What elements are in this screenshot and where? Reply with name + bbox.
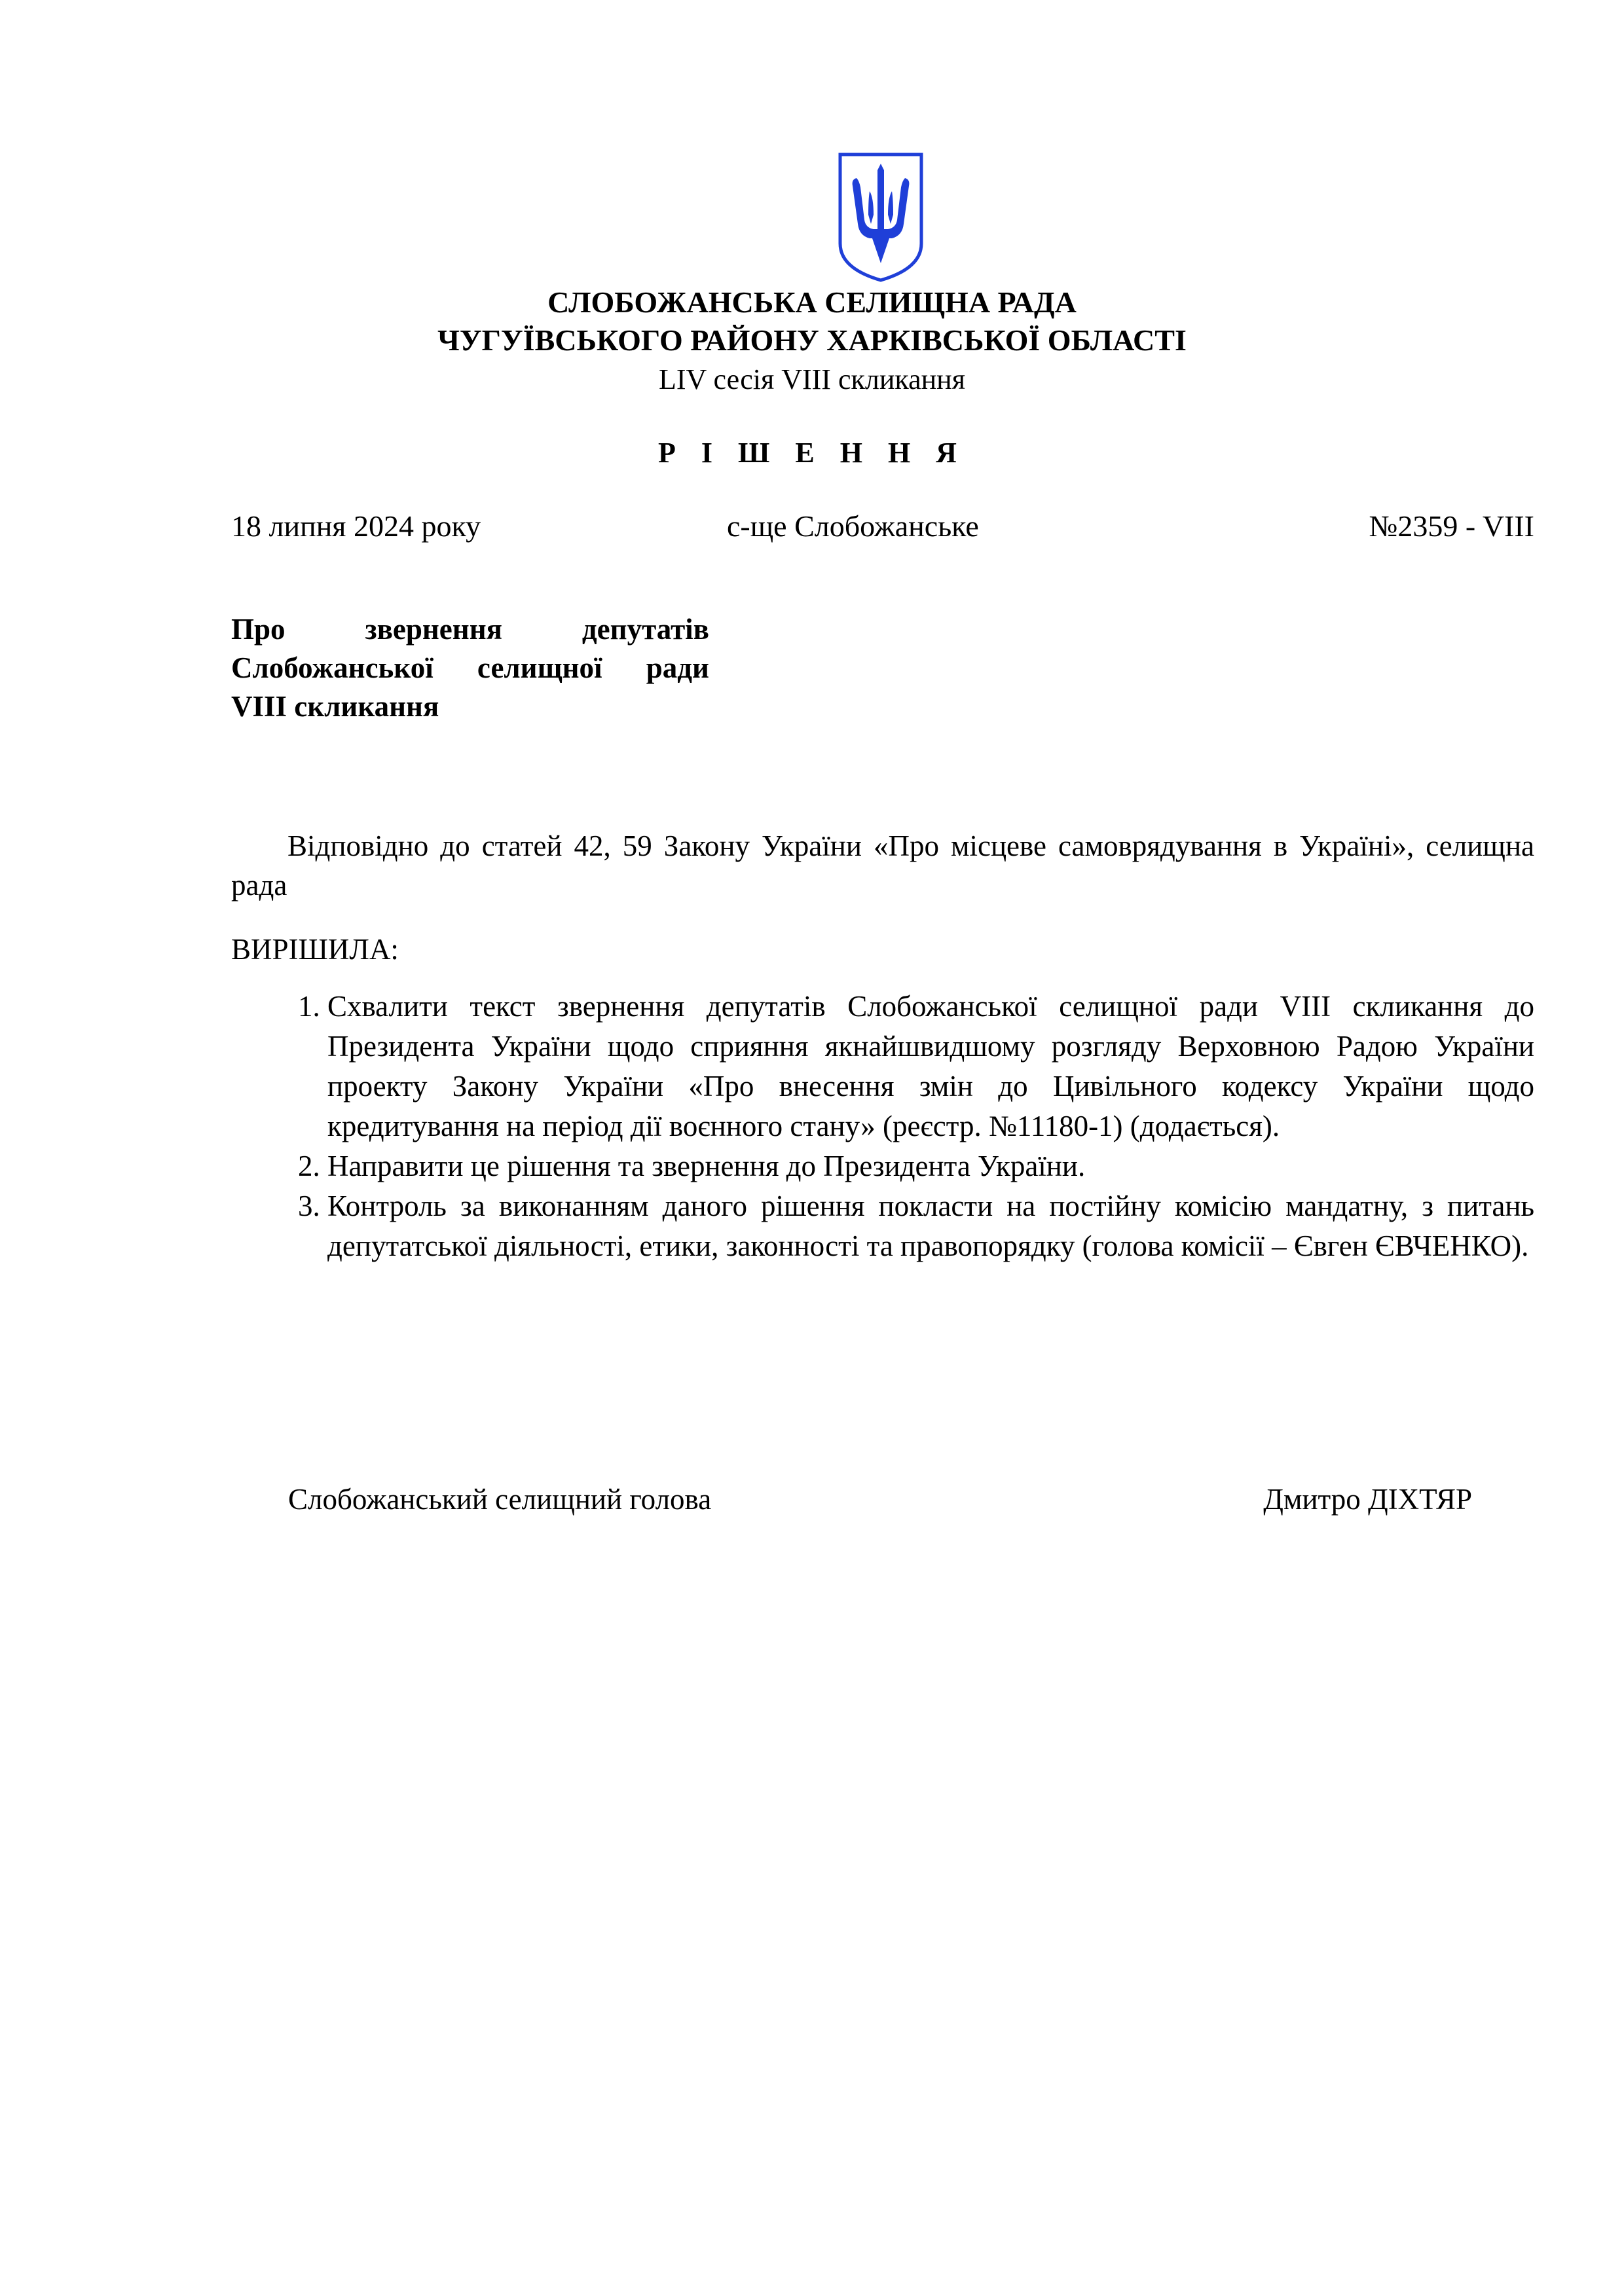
organization-district: ЧУГУЇВСЬКОГО РАЙОНУ ХАРКІВСЬКОЇ ОБЛАСТІ <box>437 323 1187 357</box>
document-number: №2359 - VIII <box>1369 509 1534 543</box>
organization-name: СЛОБОЖАНСЬКА СЕЛИЩНА РАДА <box>547 285 1077 319</box>
decision-item: 1. Схвалити текст звернення депутатів Слобожанської селищної ради VIII скликання до Президента України щодо сприяння якнайшвидшому розгляду Верховною Радою України проекту Закону України «Про внесення змін до Цивільного кодексу України щодо кредитування на період дії воєнного стану» (реєстр. №11180-1) (додається). <box>327 987 1534 1146</box>
subject-line: Слобожанської селищної ради <box>231 651 709 684</box>
document-title: Р І Ш Е Н Н Я <box>658 437 966 469</box>
intro-paragraph: Відповідно до статей 42, 59 Закону України «Про місцеве самоврядування в Україні», селищна рада <box>231 829 1534 902</box>
session-info: LIV сесія VIII скликання <box>659 363 965 395</box>
decided-label: ВИРІШИЛА: <box>231 933 399 966</box>
decision-items <box>262 987 1534 1266</box>
document-place: с-ще Слобожанське <box>727 509 979 543</box>
signatory-name: Дмитро ДІХТЯР <box>1263 1483 1472 1516</box>
document-date: 18 липня 2024 року <box>231 509 481 543</box>
subject-line: VIII скликання <box>231 690 439 723</box>
coat-of-arms-icon <box>837 152 925 283</box>
subject-line: Про звернення депутатів <box>231 613 709 646</box>
document-subject <box>231 610 709 726</box>
signatory-position: Слобожанський селищний голова <box>288 1483 712 1516</box>
decision-item: 3. Контроль за виконанням даного рішення покласти на постійну комісію мандатну, з питань депутатської діяльності, етики, законності та правопорядку (голова комісії – Євген ЄВЧЕНКО). <box>327 1186 1534 1266</box>
decision-item: 2. Направити це рішення та звернення до Президента України. <box>327 1146 1534 1186</box>
